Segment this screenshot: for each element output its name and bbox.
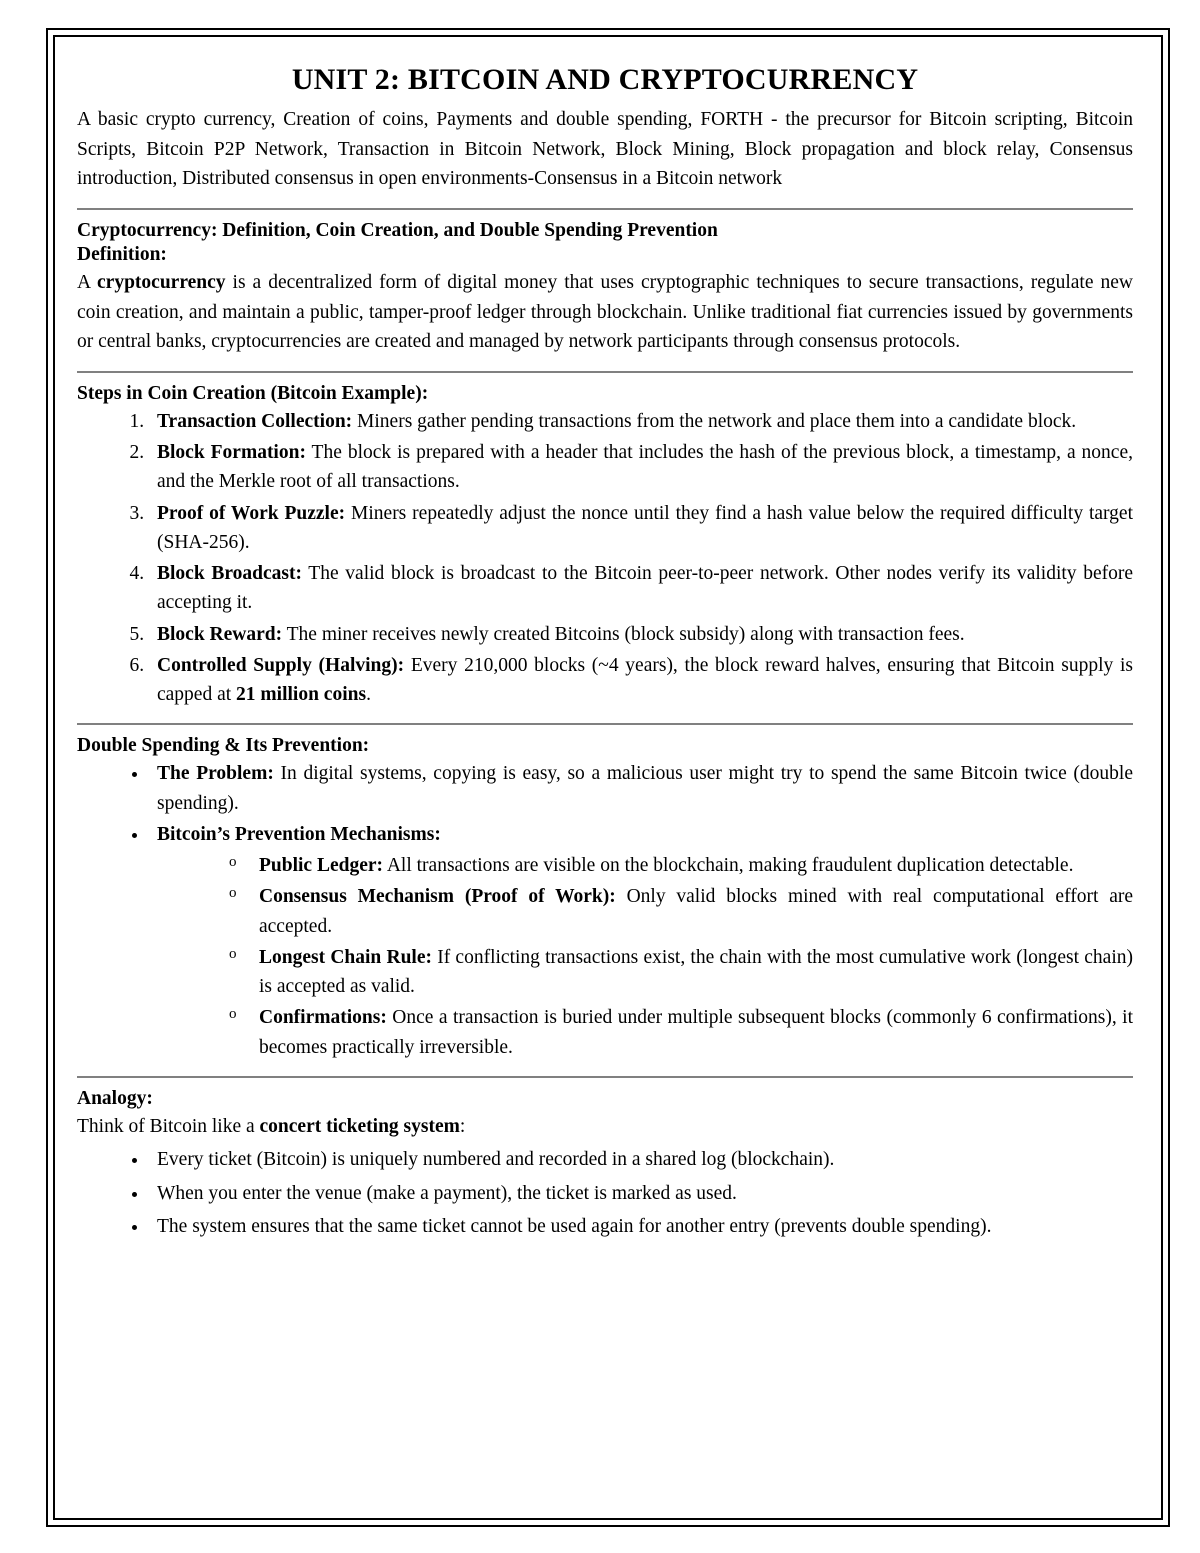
list-item bbox=[225, 1003, 1133, 1062]
list-item bbox=[149, 499, 1133, 558]
mechanism-label: Consensus Mechanism (Proof of Work): bbox=[259, 886, 616, 908]
list-item bbox=[149, 438, 1133, 497]
definition-body: is a decentralized form of digital money that uses cryptographic techniques to secure transactions, regulate new coin creation, and maintain a public, tamper-proof ledger through blockchain. Unlike traditional fiat currencies issued by governments or central banks, cryptocurrencies are created and managed by network participants through consensus protocols. bbox=[77, 271, 1133, 353]
analogy-lead-paragraph bbox=[77, 1112, 1133, 1142]
step-label: Proof of Work Puzzle: bbox=[157, 502, 346, 524]
problem-text: In digital systems, copying is easy, so a malicious user might try to spend the same Bitcoin twice (double spending). bbox=[157, 763, 1133, 814]
definition-lead: A bbox=[77, 271, 98, 293]
step-label: Block Broadcast: bbox=[157, 563, 302, 584]
list-item bbox=[149, 620, 1133, 649]
step-text: The block is prepared with a header that includes the hash of the previous block, a timestamp, a nonce, and the Merkle root of all transactions. bbox=[157, 442, 1133, 493]
unit-syllabus-paragraph: A basic crypto currency, Creation of coins, Payments and double spending, FORTH - the precursor for Bitcoin scripting, Bitcoin Scripts, Bitcoin P2P Network, Transaction in Bitcoin Network, Block Mining, Block propagation and block relay, Consensus introduction, Distributed consensus in open environments-Consensus in a Bitcoin network bbox=[77, 109, 1133, 190]
step-emphasis: 21 million coins bbox=[236, 684, 367, 705]
list-item: • The system ensures that the same ticket cannot be used again for another entry (prevents double spending). bbox=[149, 1212, 1133, 1242]
list-item bbox=[149, 820, 1133, 1062]
problem-label: The Problem: bbox=[157, 763, 274, 785]
step-label: Block Reward: bbox=[157, 623, 283, 645]
step-text: The valid block is broadcast to the Bitcoin peer-to-peer network. Other nodes verify its validity before accepting it. bbox=[157, 563, 1133, 614]
page-outer-border bbox=[46, 28, 1170, 1527]
page-title: UNIT 2: BITCOIN AND CRYPTOCURRENCY bbox=[291, 63, 919, 96]
step-text: The miner receives newly created Bitcoins (block subsidy) along with transaction fees. bbox=[282, 623, 965, 645]
mechanism-label: Longest Chain Rule: bbox=[259, 946, 432, 968]
analogy-lead-end: : bbox=[459, 1115, 466, 1137]
analogy-emphasis: concert ticketing system bbox=[259, 1115, 460, 1137]
step-text: Miners gather pending transactions from the network and place them into a candidate block. bbox=[352, 410, 1077, 432]
definition-term: cryptocurrency bbox=[97, 271, 226, 293]
list-item bbox=[225, 882, 1133, 941]
list-item bbox=[225, 943, 1133, 1002]
step-text: Miners repeatedly adjust the nonce until they find a hash value below the required difficulty target (SHA-256). bbox=[157, 502, 1134, 553]
mechanism-text: Only valid blocks mined with real computational effort are accepted. bbox=[259, 886, 1134, 937]
section-heading-coin-creation: Steps in Coin Creation (Bitcoin Example): bbox=[77, 382, 429, 404]
mechanism-label: Confirmations: bbox=[259, 1007, 387, 1029]
prevention-label: Bitcoin’s Prevention Mechanisms: bbox=[157, 823, 441, 845]
page-inner-border bbox=[53, 35, 1163, 1520]
mechanism-text: If conflicting transactions exist, the chain with the most cumulative work (longest chain) is accepted as valid. bbox=[259, 946, 1133, 997]
section-divider bbox=[77, 371, 1133, 373]
subheading-definition: Definition: bbox=[77, 243, 167, 265]
section-divider bbox=[77, 208, 1133, 210]
list-item: • When you enter the venue (make a payment), the ticket is marked as used. bbox=[149, 1179, 1133, 1209]
analogy-lead: Think of Bitcoin like a bbox=[77, 1115, 260, 1137]
section-heading-double-spending: Double Spending & Its Prevention: bbox=[77, 735, 370, 757]
section-heading-cryptocurrency: Cryptocurrency: Definition, Coin Creation, and Double Spending Prevention bbox=[77, 219, 718, 241]
step-text-end: . bbox=[366, 684, 371, 705]
section-heading-analogy: Analogy: bbox=[77, 1087, 153, 1109]
section-divider bbox=[77, 1076, 1133, 1078]
analogy-points-list bbox=[77, 1145, 1133, 1242]
list-item: • Every ticket (Bitcoin) is uniquely numbered and recorded in a shared log (blockchain). bbox=[149, 1145, 1133, 1175]
mechanism-label: Public Ledger: bbox=[259, 855, 384, 876]
mechanism-text: All transactions are visible on the blockchain, making fraudulent duplication detectable. bbox=[383, 855, 1074, 876]
list-item bbox=[149, 559, 1133, 618]
coin-creation-steps-list bbox=[77, 407, 1133, 710]
definition-paragraph bbox=[77, 268, 1133, 357]
step-label: Transaction Collection: bbox=[157, 410, 353, 432]
step-text: Every 210,000 blocks (~4 years), the block reward halves, ensuring that Bitcoin supply is capped at bbox=[157, 654, 1133, 705]
mechanism-text: Once a transaction is buried under multiple subsequent blocks (commonly 6 confirmations), it becomes practically irreversible. bbox=[259, 1007, 1133, 1058]
list-item bbox=[225, 851, 1133, 880]
step-label: Block Formation: bbox=[157, 442, 306, 463]
list-item bbox=[149, 759, 1133, 818]
double-spending-list bbox=[77, 759, 1133, 1062]
prevention-mechanisms-list bbox=[157, 851, 1133, 1062]
list-item bbox=[149, 651, 1133, 710]
section-divider bbox=[77, 723, 1133, 725]
step-label: Controlled Supply (Halving): bbox=[157, 654, 405, 676]
list-item bbox=[149, 407, 1133, 436]
